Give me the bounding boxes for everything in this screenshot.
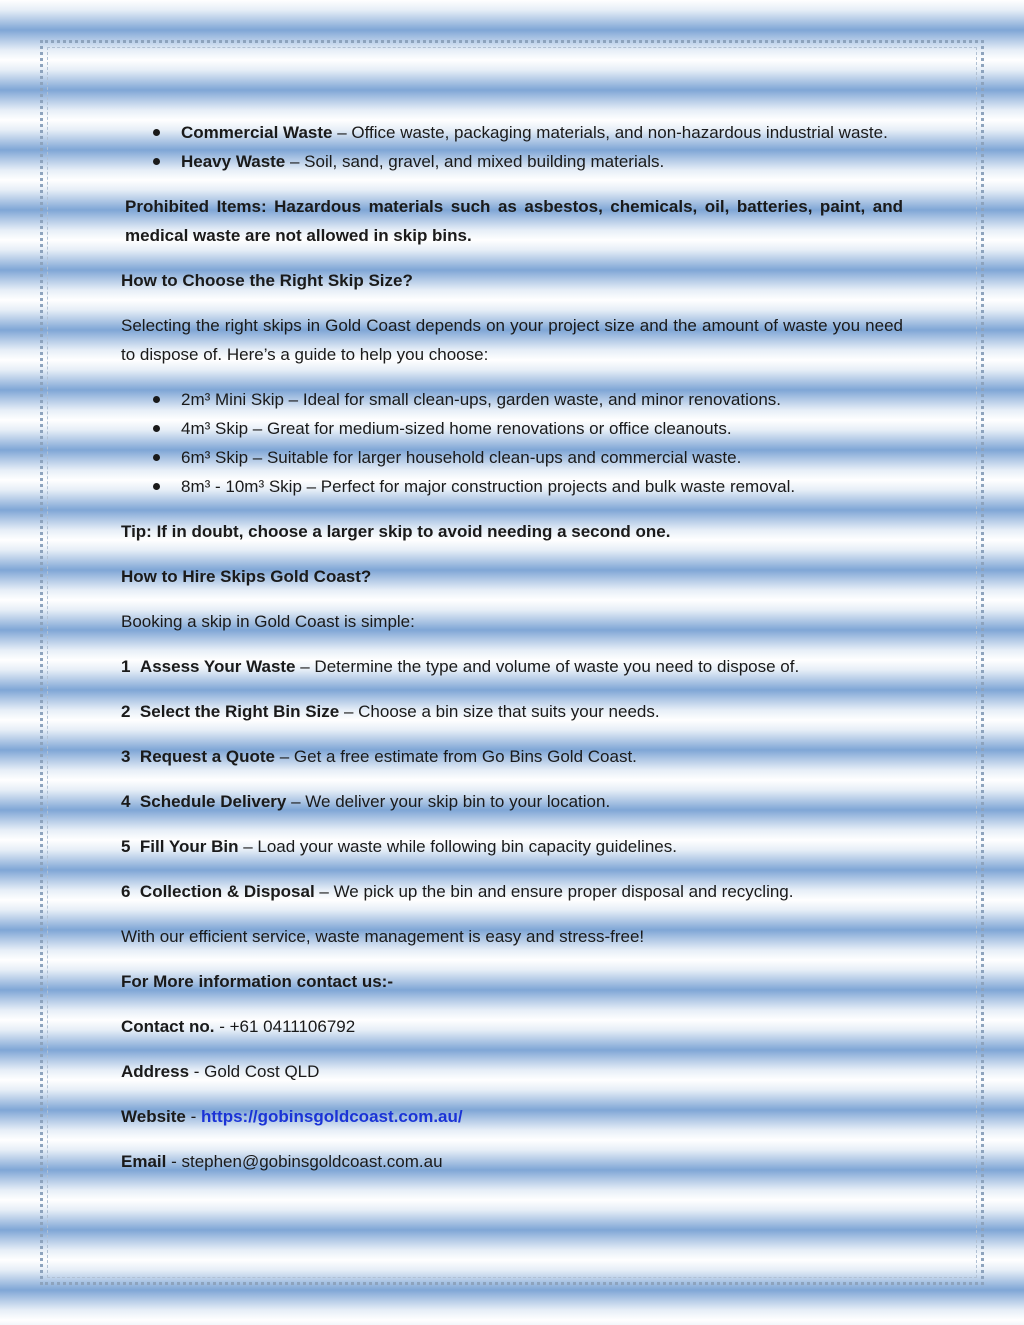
waste-types-list bbox=[121, 118, 903, 176]
contact-website: Website - https://gobinsgoldcoast.com.au/ bbox=[121, 1107, 463, 1126]
contact-email: Email - stephen@gobinsgoldcoast.com.au bbox=[121, 1152, 443, 1171]
list-item: 8m³ - 10m³ Skip – Perfect for major construction projects and bulk waste removal. bbox=[121, 472, 903, 501]
list-item: 4m³ Skip – Great for medium-sized home renovations or office cleanouts. bbox=[121, 414, 903, 443]
tip-text: Tip: If in doubt, choose a larger skip to avoid needing a second one. bbox=[121, 522, 671, 541]
step-item: 6 Collection & Disposal – We pick up the bin and ensure proper disposal and recycling. bbox=[121, 882, 794, 901]
contact-heading: For More information contact us:- bbox=[121, 972, 393, 991]
list-item: Heavy Waste – Soil, sand, gravel, and mixed building materials. bbox=[121, 147, 903, 176]
hire-outro: With our efficient service, waste management is easy and stress-free! bbox=[121, 927, 645, 946]
list-item: 2m³ Mini Skip – Ideal for small clean-ups, garden waste, and minor renovations. bbox=[121, 385, 903, 414]
website-link[interactable]: https://gobinsgoldcoast.com.au/ bbox=[200, 1107, 463, 1126]
step-item: 4 Schedule Delivery – We deliver your skip bin to your location. bbox=[121, 792, 611, 811]
step-item: 2 Select the Right Bin Size – Choose a bin size that suits your needs. bbox=[121, 702, 660, 721]
choose-size-heading: How to Choose the Right Skip Size? bbox=[121, 271, 413, 290]
step-item: 5 Fill Your Bin – Load your waste while following bin capacity guidelines. bbox=[121, 837, 677, 856]
list-item: 6m³ Skip – Suitable for larger household clean-ups and commercial waste. bbox=[121, 443, 903, 472]
skip-sizes-list bbox=[121, 385, 903, 501]
contact-phone: Contact no. - +61 0411106792 bbox=[121, 1017, 356, 1036]
document-body bbox=[121, 118, 903, 1176]
contact-address: Address - Gold Cost QLD bbox=[121, 1062, 320, 1081]
hire-heading: How to Hire Skips Gold Coast? bbox=[121, 567, 372, 586]
list-item: Commercial Waste – Office waste, packaging materials, and non-hazardous industrial waste. bbox=[121, 118, 903, 147]
step-item: 3 Request a Quote – Get a free estimate from Go Bins Gold Coast. bbox=[121, 747, 637, 766]
prohibited-items-note: Prohibited Items: Hazardous materials such as asbestos, chemicals, oil, batteries, paint, and medical waste are not allowed in skip bins. bbox=[125, 197, 903, 245]
step-item: 1 Assess Your Waste – Determine the type and volume of waste you need to dispose of. bbox=[121, 657, 800, 676]
hire-intro: Booking a skip in Gold Coast is simple: bbox=[121, 612, 415, 631]
choose-size-intro: Selecting the right skips in Gold Coast depends on your project size and the amount of waste you need to dispose of. Here’s a guide to help you choose: bbox=[121, 316, 903, 364]
